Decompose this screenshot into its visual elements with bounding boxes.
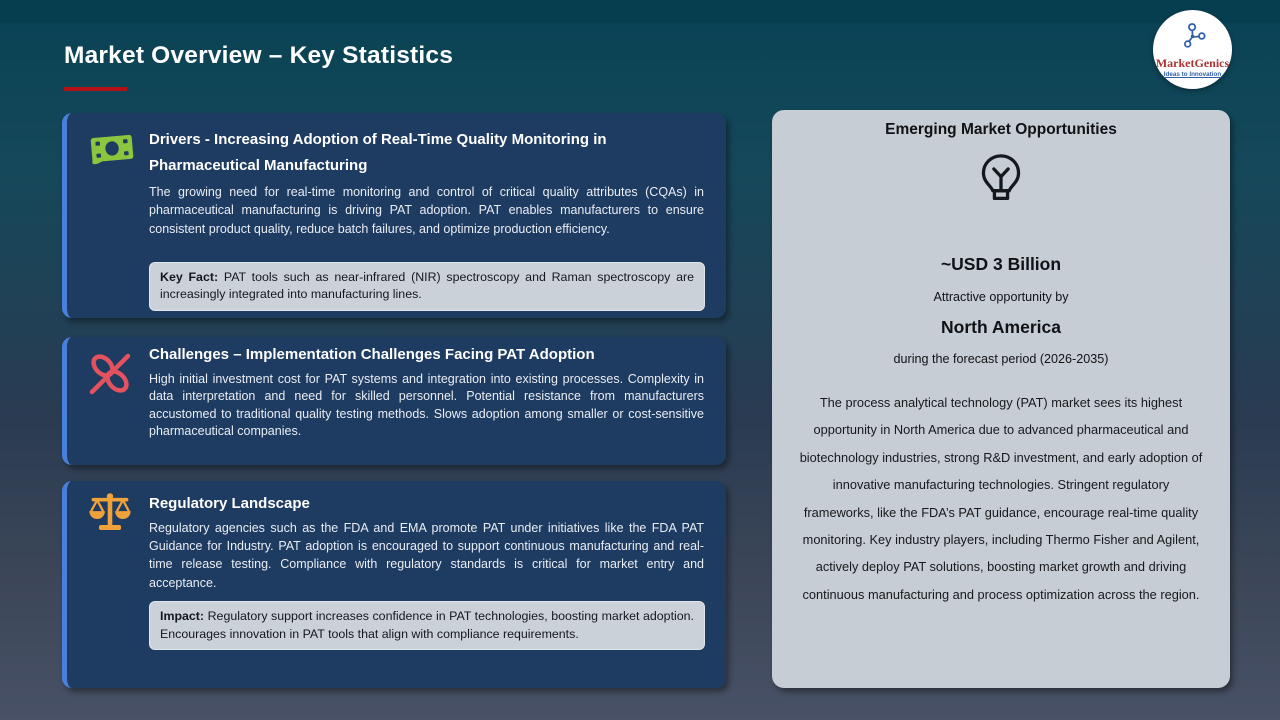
card-challenges [62,337,726,465]
title-underline [64,87,127,91]
opportunity-caption: Attractive opportunity by [933,290,1069,304]
logo-tagline: Ideas to Innovation [1163,71,1222,79]
card-challenges-body: High initial investment cost for PAT systems and integration into existing processes. Complexity in data interpretation and need for skilled personnel. Potential resistance from manufacturers accustomed to traditional quality testing methods. Slows adoption among smaller or cost-sensitive pharmaceutical companies. [149,371,704,439]
impact-text: Regulatory support increases confidence in PAT technologies, boosting market adoption. Encourages innovation in PAT tools that align with compliance requirements. [160,609,694,641]
opportunity-panel-title: Emerging Market Opportunities [885,121,1117,138]
key-fact-label: Key Fact: [160,269,219,284]
card-drivers-title: Drivers - Increasing Adoption of Real-Time Quality Monitoring in Pharmaceutical Manufacturing [149,131,607,174]
logo [1153,10,1232,89]
molecule-icon [1178,21,1208,56]
card-drivers-body: The growing need for real-time monitoring and control of critical quality attributes (CQAs) in pharmaceutical manufacturing is driving PAT adoption. PAT enables manufacturers to ensure consistent product quality, reduce batch failures, and optimize production efficiency. [149,185,704,236]
lightbulb-icon [772,152,1230,209]
key-fact-box [149,262,705,311]
card-regulatory-title: Regulatory Landscape [149,495,310,512]
page-title: Market Overview – Key Statistics [64,42,454,69]
opportunity-region: North America [941,317,1061,337]
opportunity-period: during the forecast period (2026-2035) [893,352,1109,366]
opportunity-panel [772,110,1230,688]
impact-label: Impact: [160,609,205,623]
scales-icon [87,491,133,540]
card-regulatory [62,481,726,688]
impact-box [149,601,705,650]
card-regulatory-body: Regulatory agencies such as the FDA and EMA promote PAT under initiatives like the FDA PAT Guidance for Industry. PAT adoption is encouraged to support continuous manufacturing and real-time release testing. Compliance with regulatory standards is critical for market entry and acceptance. [149,520,704,590]
card-challenges-title: Challenges – Implementation Challenges Facing PAT Adoption [149,346,595,363]
card-drivers [62,113,726,318]
key-fact-text: PAT tools such as near-infrared (NIR) spectroscopy and Raman spectroscopy are increasingly integrated into manufacturing lines. [160,269,694,302]
money-icon [87,129,137,172]
broken-link-icon [87,351,133,402]
opportunity-description: The process analytical technology (PAT) market sees its highest opportunity in North America due to advanced pharmaceutical and biotechnology industries, strong R&D investment, and early adoption of innovative manufacturing technologies. Stringent regulatory frameworks, like the FDA’s PAT guidance, encourage real-time quality monitoring. Key industry players, including Thermo Fisher and Agilent, actively deploy PAT solutions, boosting market growth and driving continuous manufacturing and process optimization across the region. [799,395,1203,602]
opportunity-value: ~USD 3 Billion [940,254,1062,274]
logo-name: MarketGenics [1155,55,1230,70]
